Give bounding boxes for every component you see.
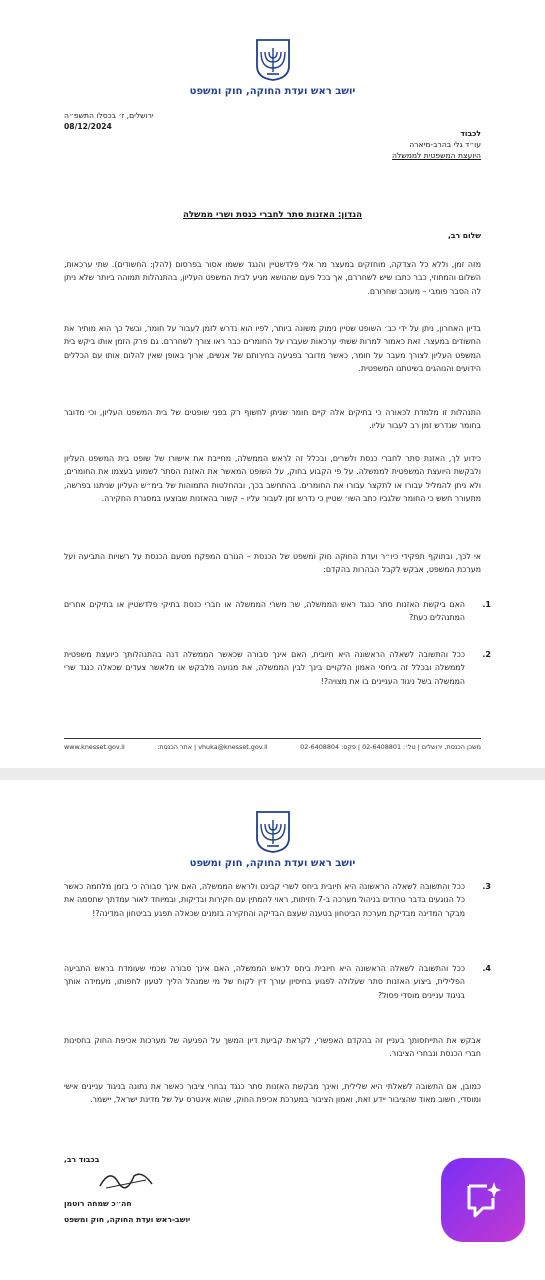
- footer-address: משכן הכנסת, ירושלים | טל׳: 02-6408801 | פקס: 02-6408804: [300, 743, 481, 751]
- paragraph-1: מזה זמן, וללא כל הצדקה, מוחזקים במעצר מר אלי פלדשטיין והנגד ששמו אסור בפרסום (להלן: החשודים). שתי ערכאות, השלום והמחוזי, כבר כתבו שיש לשחררם, אך בכל פעם שהנושא מגיע לבית המשפט העליון, בהתנהלות תמוהה ביותר שלא ניתן לה הסבר פומבי – מעוכב שחרורם.: [64, 260, 481, 296]
- question-2: ככל והתשובה לשאלה הראשונה היא חיובית, האם אינך סבורה שכאשר הממשלה דנה בהתנהלותך כיועצת משפטית לממשלה ובכלל זה ביחסי האמון הלקויים בינך לבין הממשלה, את מנועה מלבקש או מלאשר צעדים שכאלה כנגד שרי הממשלה בשל ניגוד העניינים בו את מצויה?!: [64, 650, 465, 686]
- paragraph-5: אי לכך, ובתוקף תפקידי כיו״ר ועדת החוקה חוק ומשפט של הכנסת – הגורם המפקח מטעם הכנסת על רשויות התביעה ועל מערכת המשפט, אבקש לקבל הבהרות בהקדם:: [64, 552, 481, 575]
- chat-assistant-button[interactable]: [441, 1158, 525, 1242]
- subject-line: הנדון: האזנות סתר לחברי כנסת ושרי ממשלה: [182, 210, 363, 220]
- signature-icon: [96, 1166, 156, 1192]
- signature-name: חה״כ שמחה רוטמן: [64, 1199, 132, 1208]
- closing-2: כמובן, אם התשובה לשאלתי היא שלילית, ואינך מבקשת האזנות סתר כנגד נבחרי ציבור כאשר את נתונה בניגוד עניינים אישי ומוסדי, חשוב מאוד שהציבור יידע זאת, ואמון הציבור במערכת אכיפת החוק, שהוא אינטרס על של מדינת ישראל, יישמר.: [64, 1082, 481, 1105]
- footer-email: vhuka@knesset.gov.il | אתר הכנסת:: [157, 743, 268, 751]
- recipient-block: [392, 128, 481, 161]
- question-number: 1.: [482, 600, 491, 609]
- question-number: 4.: [482, 964, 491, 973]
- date-block: [64, 110, 154, 132]
- recipient-name: עו״ד גלי בהרב-מיארה: [409, 140, 481, 149]
- chat-sparkle-icon: [465, 1180, 501, 1220]
- paragraph-2: בדיון האחרון, ניתן על ידי כב׳ השופט שטיין נימוק משונה ביותר, לפיו הוא נדרש לזמן לעבור על חומר, ובשל כך הוא מותיר את החשודים במעצר. זאת כאמור למרות ששתי ערכאות שעברו על החומרים כבר ראו צורך לשחררם. גם פרק הזמן אותו ביקש בית המשפט העליון לצורך מעבר על חומר, כאשר מדובר בפגיעה בחירותם של אנשים, ארוך באופן שאין להלום אותו עם הכללים הידועים והנוהגים בשיטתנו המשפטית.: [64, 324, 481, 373]
- greeting: שלום רב,: [448, 231, 481, 240]
- question-4: ככל והתשובה לשאלה הראשונה היא חיובית ביחס לראש הממשלה, האם אינך סבורה שכמי שעומדת בראש התביעה הפלילית, ביצוע האזנות סתר שעלולה לפגוע בחיסיון עורך דין לקוח של מי שמנהל הליך לטעון לחפותו, מעמידה אותך בניגוד עניינים מוסדי פסול?: [64, 964, 465, 1000]
- letter-footer: [64, 738, 481, 751]
- signature-title: יושב-ראש ועדת החוקה, חוק ומשפט: [64, 1215, 191, 1224]
- date-hebrew: ירושלים, ז׳ בכסלו התשפ״ה: [64, 111, 154, 120]
- committee-heading: יושב ראש ועדת החוקה, חוק ומשפט: [189, 86, 356, 97]
- question-number: 2.: [482, 650, 491, 659]
- question-3: ככל והתשובה לשאלה הראשונה היא חיובית ביחס לשרי קבינט ולראש הממשלה, האם אינך סבורה כי בזמן מלחמה כאשר כל הנוגעים בדבר טרודים בניהול מערכה ב-7 חזיתות, ראוי להמתין עם חקירות ובדיקות, ובמיוחד לאור עמדתך שחסמה את מבקר המדינה מבדיקת מערכת הביטחון בטענה שעצם הבדיקה והחקירה בזמנים שכאלה תפגע בביטחון המדינה?!: [64, 882, 466, 918]
- question-1: האם ביקשת האזנות סתר כנגד ראש הממשלה, שר משרי הממשלה או חברי כנסת בתיקי פלדשטיין או בתיקים אחרים המתנהלים כעת?: [64, 600, 465, 623]
- signature-regards: בכבוד רב,: [64, 1155, 100, 1164]
- paragraph-4: כידוע לך, האזנת סתר לחברי כנסת ולשרים, ובכלל זה לראש הממשלה, מחייבת את אישורו של שופט בית המשפט העליון ולבקשת היועצת המשפטית לממשלה. על פי הקבוע בחוק, על השופט המאשר את האזנת הסתר לשמוע בעצמו את החומרים, ולא ניתן להמליל עבורו או לתקצר עבורו את החומרים. בהתחשב בכך, ובהחלטות התמוהות של בימ״ש העליון שניתנו בפרשה, מתעורר חשש כי החומר שלגביו כתב השו׳ שטיין כי נדרש זמן לעבור עליו – קשור בהאזנות שבוצעו במסגרת החקירה.: [64, 454, 481, 503]
- question-number: 3.: [482, 882, 491, 891]
- closing-1: אבקש את התייחסותך בעניין זה בהקדם האפשרי, לקראת קביעת דיון המשך על הפגיעה של מערכות אכיפת החוק בחסינות חברי הכנסת ונבחרי הציבור.: [64, 1036, 481, 1059]
- knesset-emblem-icon: [255, 38, 291, 82]
- committee-heading: יושב ראש ועדת החוקה, חוק ומשפט: [189, 858, 356, 869]
- knesset-emblem-icon: [255, 810, 291, 854]
- recipient-to: לכבוד: [460, 129, 481, 138]
- date-gregorian: 08/12/2024: [64, 122, 112, 131]
- footer-site: www.knesset.gov.il: [64, 743, 125, 751]
- recipient-title: היועצת המשפטית לממשלה: [392, 151, 481, 160]
- paragraph-3: התנהלות זו מלמדת לכאורה כי בתיקים אלה קיים חומר שניתן לחשוף רק בפני שופטים של בית המשפט העליון, וכי מדובר בחומר שנדרש זמן רב לעבור עליו.: [64, 408, 481, 431]
